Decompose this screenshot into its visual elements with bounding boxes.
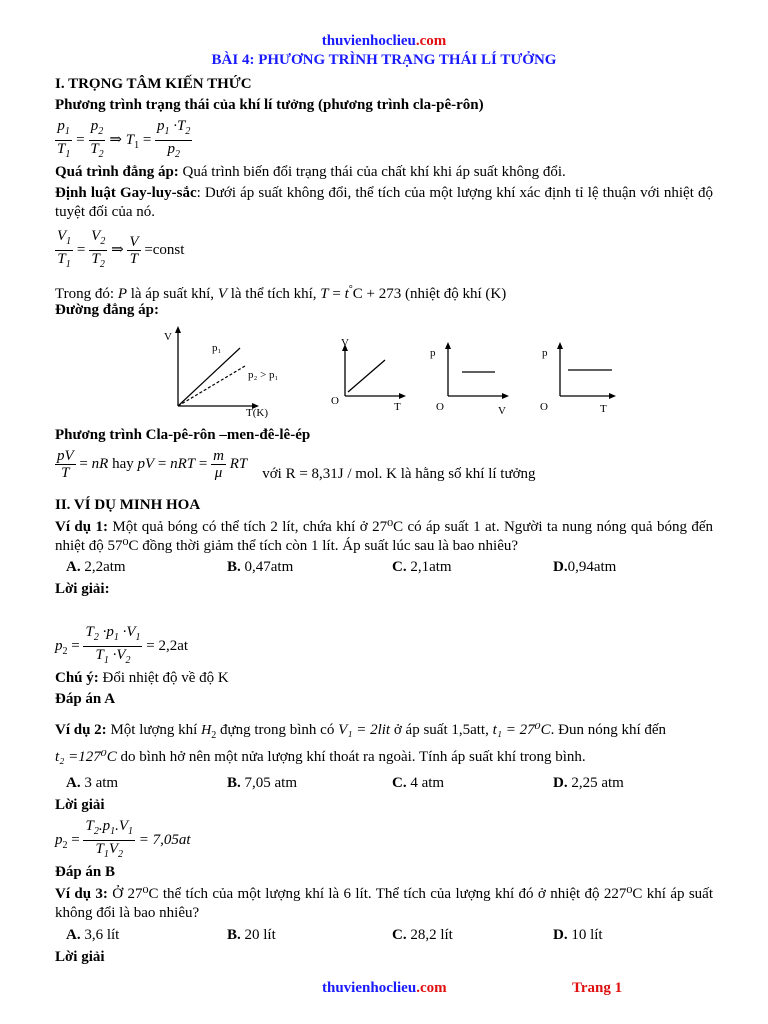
example-2-line-1: Ví dụ 2: Một lượng khí $H_2$ đựng trong bình có V₁ = 2lit ở áp suất 1,5att, t₁ = 27⁰C. Đun nóng khí đến (55, 722, 667, 741)
formula-gaylussac: $\frac{V_1}{T_1}$ = $\frac{V_2}{T_2}$ ⇒ $\frac{V}{T}$ =const (57, 228, 185, 270)
graph1-p1-label: p₁ (212, 342, 222, 354)
ex2-option-b: B. 7,05 atm (227, 775, 298, 791)
graph3-o-label: O (436, 401, 444, 413)
page-title: BÀI 4: PHƯƠNG TRÌNH TRẠNG THÁI LÍ TƯỞNG (211, 52, 557, 68)
graph-p-v (430, 342, 509, 417)
example-2-line-2: t₂ =127⁰C do bình hở nên một nửa lượng khí thoát ra ngoài. Tính áp suất khí trong bình. (55, 749, 586, 765)
solution-2-label: Lời giải (55, 797, 105, 813)
graph2-o-label: O (331, 395, 339, 407)
ex2-option-d: D. 2,25 atm (553, 775, 624, 791)
graph3-p-label: p (430, 347, 436, 359)
graph-v-t (331, 337, 406, 413)
footer-page-number: Trang 1 (572, 980, 623, 996)
footer-site: thuvienhoclieu.com (322, 980, 447, 996)
ex1-option-c: C. 2,1atm (392, 559, 452, 575)
formula-clapeyron: $\frac{pV}{T}$ = nR hay pV = nRT = $\frac{m}{\mu}$ RT với R = 8,31J / mol. K là hằng số khí lí tưởng (57, 448, 536, 482)
isobaric-definition: Quá trình đẳng áp: Quá trình biến đổi trạng thái của chất khí khi áp suất không đổi. (55, 164, 566, 180)
ex1-option-a: A. 2,2atm (66, 559, 126, 575)
ex1-solution-formula: $p_2$ = $\frac{T_2 \cdot p_1 \cdot V_1}{T_1 \cdot V_2}$ = 2,2at (55, 624, 189, 666)
answer-1: Đáp án A (55, 691, 116, 707)
gaylussac-law: Định luật Gay-luy-sắc: Dưới áp suất không đổi, thể tích của một lượng khí xác định tỉ lệ thuận với nhiệt độ tuyệt đối của nó. (55, 185, 713, 220)
ex1-option-d: D.0,94atm (553, 559, 617, 575)
ex2-option-a: A. 3 atm (66, 775, 119, 791)
where-line: Trong đó: P là áp suất khí, V là thể tích khí, T = t°C + 273 (nhiệt độ khí (K) (55, 284, 507, 302)
isobar-graphs (150, 318, 630, 418)
solution-3-label: Lời giải (55, 949, 105, 965)
graph1-relation-label: p₂ > p₁ (248, 369, 279, 381)
graph4-t-label: T (600, 403, 607, 415)
ex2-option-c: C. 4 atm (392, 775, 445, 791)
graph2-v-label: V (341, 337, 349, 349)
graph4-p-label: p (542, 347, 548, 359)
graph-p-t (540, 342, 616, 415)
section-heading-2: II. VÍ DỤ MINH HOA (55, 497, 201, 513)
header-site: thuvienhoclieu.com (321, 33, 447, 49)
solution-1-label: Lời giải: (55, 581, 110, 597)
isobar-heading: Đường đẳng áp: (55, 302, 160, 318)
ex3-option-a: A. 3,6 lít (66, 927, 120, 943)
ex1-option-b: B. 0,47atm (227, 559, 294, 575)
note: Chú ý: Đổi nhiệt độ về độ K (55, 670, 229, 686)
section-heading-1: I. TRỌNG TÂM KIẾN THỨC (55, 76, 252, 92)
ex3-option-b: B. 20 lít (227, 927, 276, 943)
graph4-o-label: O (540, 401, 548, 413)
subheading-clapeyron: Phương trình trạng thái của khí lí tưởng (phương trình cla-pê-rôn) (55, 97, 484, 113)
answer-2: Đáp án B (55, 864, 116, 880)
example-1: Ví dụ 1: Một quả bóng có thể tích 2 lít, chứa khí ở 27⁰C có áp suất 1 at. Người ta nung nóng quả bóng đến nhiệt độ 57⁰C đồng thời giảm thể tích còn 1 lít. Áp suất lúc sau là bao nhiêu? (55, 519, 713, 554)
graph2-t-label: T (394, 401, 401, 413)
clapeyron-heading: Phương trình Cla-pê-rôn –men-đê-lê-ép (55, 427, 311, 443)
graph1-v-label: V (164, 331, 172, 343)
ex2-solution-formula: $p_2$ = $\frac{T_2.p_1.V_1}{T_1V_2}$ = 7,05at (55, 818, 191, 860)
ex3-option-c: C. 28,2 lít (392, 927, 453, 943)
graph-v-t-two-pressures (164, 326, 279, 418)
graph3-v-label: V (498, 405, 506, 417)
ex3-option-d: D. 10 lít (553, 927, 603, 943)
example-3: Ví dụ 3: Ở 27⁰C thể tích của một lượng khí là 6 lít. Thể tích của lượng khí đó ở nhiệt độ 227⁰C khí áp suất không đổi là bao nhiêu? (55, 886, 713, 921)
formula-state-equation: $\frac{p_1}{T_1}$ = $\frac{p_2}{T_2}$ ⇒ $T_1$ = $\frac{p_1 \cdot T_2}{p_2}$ (57, 118, 191, 160)
graph1-t-label: T(K) (246, 407, 268, 418)
